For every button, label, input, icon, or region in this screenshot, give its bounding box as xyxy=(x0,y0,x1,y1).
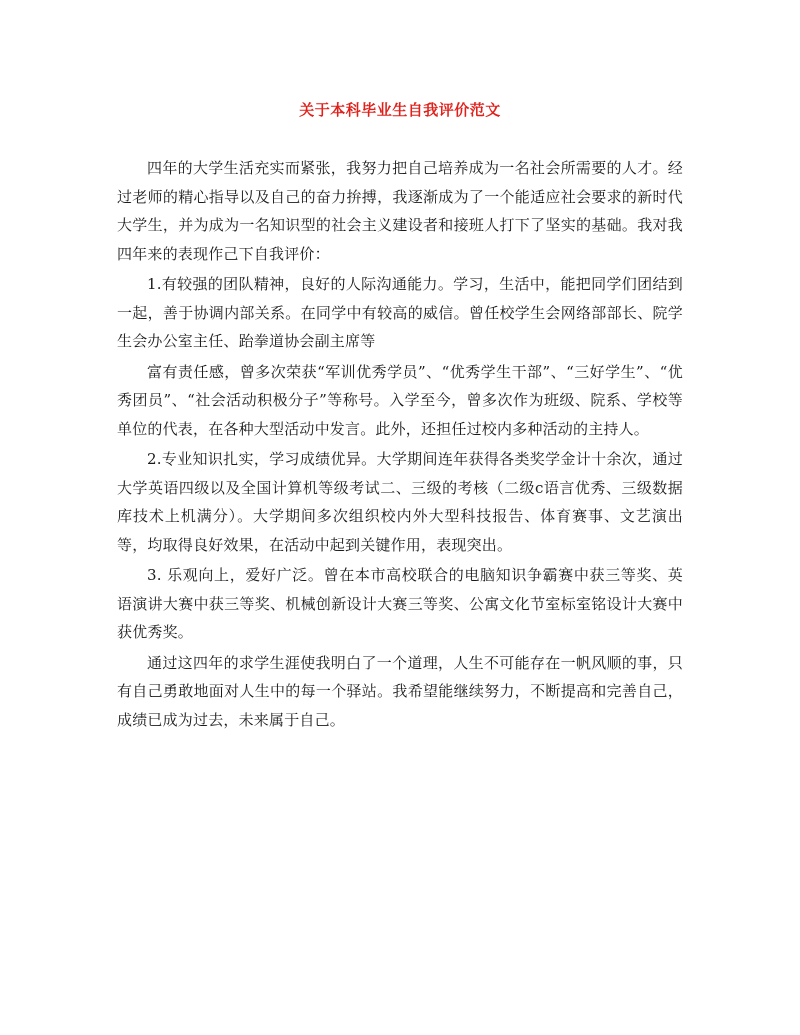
paragraph-responsibility: 富有责任感，曾多次荣获“军训优秀学员”、“优秀学生干部”、“三好学生”、“优秀团员”、“社会活动积极分子”等称号。入学至今，曾多次作为班级、院系、学校等单位的代表，在各种大型活动中发言。此外，还担任过校内多种活动的主持人。 xyxy=(117,362,683,438)
paragraph-point-2: 2.专业知识扎实，学习成绩优异。大学期间连年获得各类奖学金计十余次，通过大学英语四级以及全国计算机等级考试二、三级的考核（二级c语言优秀、三级数据库技术上机满分）。大学期间多次组织校内外大型科技报告、体育赛事、文艺演出等，均取得良好效果，在活动中起到关键作用，表现突出。 xyxy=(117,450,683,554)
paragraph-intro: 四年的大学生活充实而紧张，我努力把自己培养成为一名社会所需要的人才。经过老师的精心指导以及自己的奋力拚搏，我逐渐成为了一个能适应社会要求的新时代大学生，并为成为一名知识型的社会主义建设者和接班人打下了坚实的基础。我对我四年来的表现作己下自我评价： xyxy=(117,159,683,263)
paragraph-conclusion: 通过这四年的求学生涯使我明白了一个道理，人生不可能存在一帆风顺的事，只有自己勇敢地面对人生中的每一个驿站。我希望能继续努力，不断提高和完善自己，成绩已成为过去，未来属于自己。 xyxy=(117,653,683,729)
paragraph-point-1: 1.有较强的团队精神，良好的人际沟通能力。学习，生活中，能把同学们团结到一起，善于协调内部关系。在同学中有较高的威信。曾任校学生会网络部部长、院学生会办公室主任、跆拳道协会副主席等 xyxy=(117,275,683,350)
document-body xyxy=(117,154,683,734)
paragraph-point-3: 3. 乐观向上，爱好广泛。曾在本市高校联合的电脑知识争霸赛中获三等奖、英语演讲大赛中获三等奖、机械创新设计大赛三等奖、公寓文化节室标室铭设计大赛中获优秀奖。 xyxy=(117,566,683,641)
document-page xyxy=(117,100,683,736)
document-title: 关于本科毕业生自我评价范文 xyxy=(299,101,501,119)
